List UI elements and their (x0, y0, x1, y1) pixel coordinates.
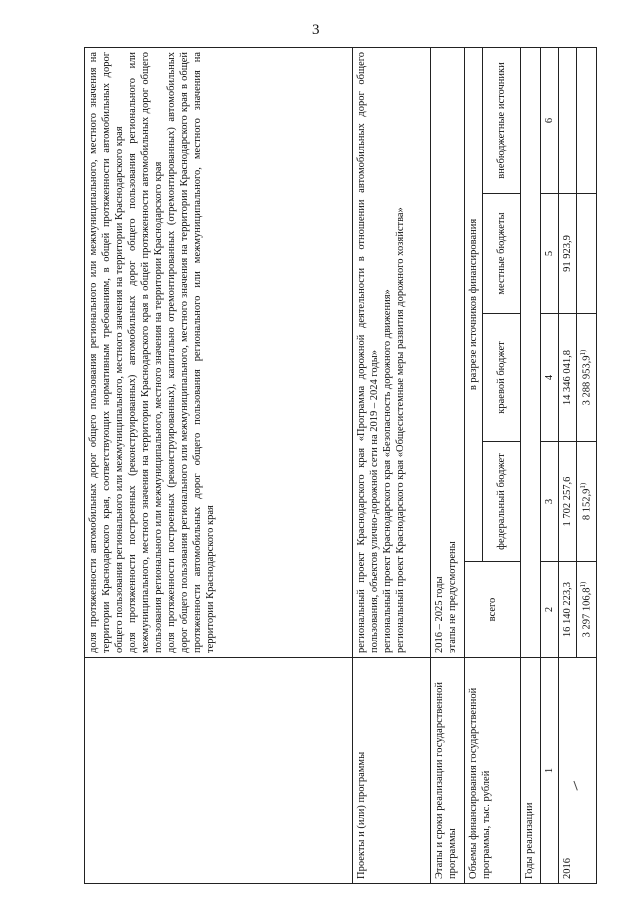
page-number: 3 (312, 22, 320, 38)
row-year: 2016 (559, 658, 597, 884)
indicator-1: доля протяженности автомобильных дорог общего пользования регионального или межмуниципального, местного значения на территории Краснодарского края, соответствующих нормативным требованиям, в общей протяженности автомобильных дорог общего пользования регионального или межмуниципального, местного значения на территории Краснодарского края (88, 51, 126, 653)
table-row (559, 47, 577, 883)
row-financing-header (465, 47, 483, 883)
stages-label: Этапы и сроки реализации государственной программы (431, 658, 465, 884)
rotated-table-page (84, 48, 593, 884)
project-1: региональный проект Краснодарского края «Программа дорожной деятельности в отношении автомобильных дорог общего пользования, объектов улично-дорожной сети на 2019 – 2024 годы» (356, 51, 381, 653)
row-federal: 1 702 257,6 (559, 442, 577, 562)
footnote-mark: 1) (579, 581, 588, 588)
cell-stages (431, 47, 465, 657)
row-target-indicators (85, 47, 353, 883)
row-local: 91 923,9 (559, 194, 577, 314)
passport-table (84, 47, 597, 884)
row-total-footnoted (577, 562, 597, 658)
cell-empty-label (85, 658, 353, 884)
cell-projects (353, 47, 431, 657)
footnote-mark: 1) (579, 349, 588, 356)
project-2: региональный проект Краснодарского края «Безопасность дорожного движения» (382, 289, 394, 653)
row-federal-value: 8 152,9 (581, 488, 593, 521)
row-stages (431, 47, 465, 883)
row-regional: 14 346 041,8 (559, 314, 577, 442)
col-number-1: 1 (541, 658, 559, 884)
header-extra: внебюджетные источники (483, 47, 521, 193)
stages-value-1: 2016 – 2025 годы (434, 576, 445, 653)
row-total-value: 3 297 106,8 (581, 587, 593, 638)
projects-label: Проекты и (или) программы (353, 658, 431, 884)
row-extra (577, 47, 597, 193)
row-local (577, 194, 597, 314)
row-col-numbers (541, 47, 559, 883)
col-number-6: 6 (541, 47, 559, 193)
col-number-2: 2 (541, 562, 559, 658)
indicator-3: доля протяженности построенных (реконструированных), капитально отремонтированных (отремонтированных) автомобильных дорог общего пользования регионального или межмуниципального, местного значения на территории Краснодарского края в общей протяженности автомобильных дорог общего пользования регионального или межмуниципального, местного значения на территории Краснодарского края (166, 51, 217, 653)
header-regional: краевой бюджет (483, 314, 521, 442)
row-regional-footnoted (577, 314, 597, 442)
row-total: 16 140 223,3 (559, 562, 577, 658)
project-3: региональный проект Краснодарского края «Общесистемные меры развития дорожного хозяйства» (395, 207, 407, 653)
row-extra (559, 47, 577, 193)
header-federal: федеральный бюджет (483, 442, 521, 562)
financing-label: Объемы финансирования государственной программы, тыс. рублей (465, 658, 521, 884)
row-regional-value: 3 288 953,9 (581, 355, 593, 406)
years-label: Годы реализации (521, 658, 541, 884)
row-projects (353, 47, 431, 883)
row-years-label (521, 47, 541, 883)
cell-years-spacer (521, 47, 541, 657)
row-federal-footnoted (577, 442, 597, 562)
financing-total-header: всего (465, 562, 521, 658)
stages-value-2: этапы не предусмотрены (447, 541, 459, 653)
header-local: местные бюджеты (483, 194, 521, 314)
col-number-3: 3 (541, 442, 559, 562)
col-number-5: 5 (541, 194, 559, 314)
indicator-2: доля протяженности построенных (реконструированных) автомобильных дорог общего пользования регионального или межмуниципального, местного значения на территории Краснодарского края в общей протяженности автомобильных дорог общего пользования регионального или межмуниципального, местного значения на территории Краснодарского края (127, 51, 165, 653)
col-number-4: 4 (541, 314, 559, 442)
footnote-mark: 1) (579, 482, 588, 489)
cell-target-indicators (85, 47, 353, 657)
financing-sources-header: в разрезе источников финансирования (465, 47, 483, 561)
